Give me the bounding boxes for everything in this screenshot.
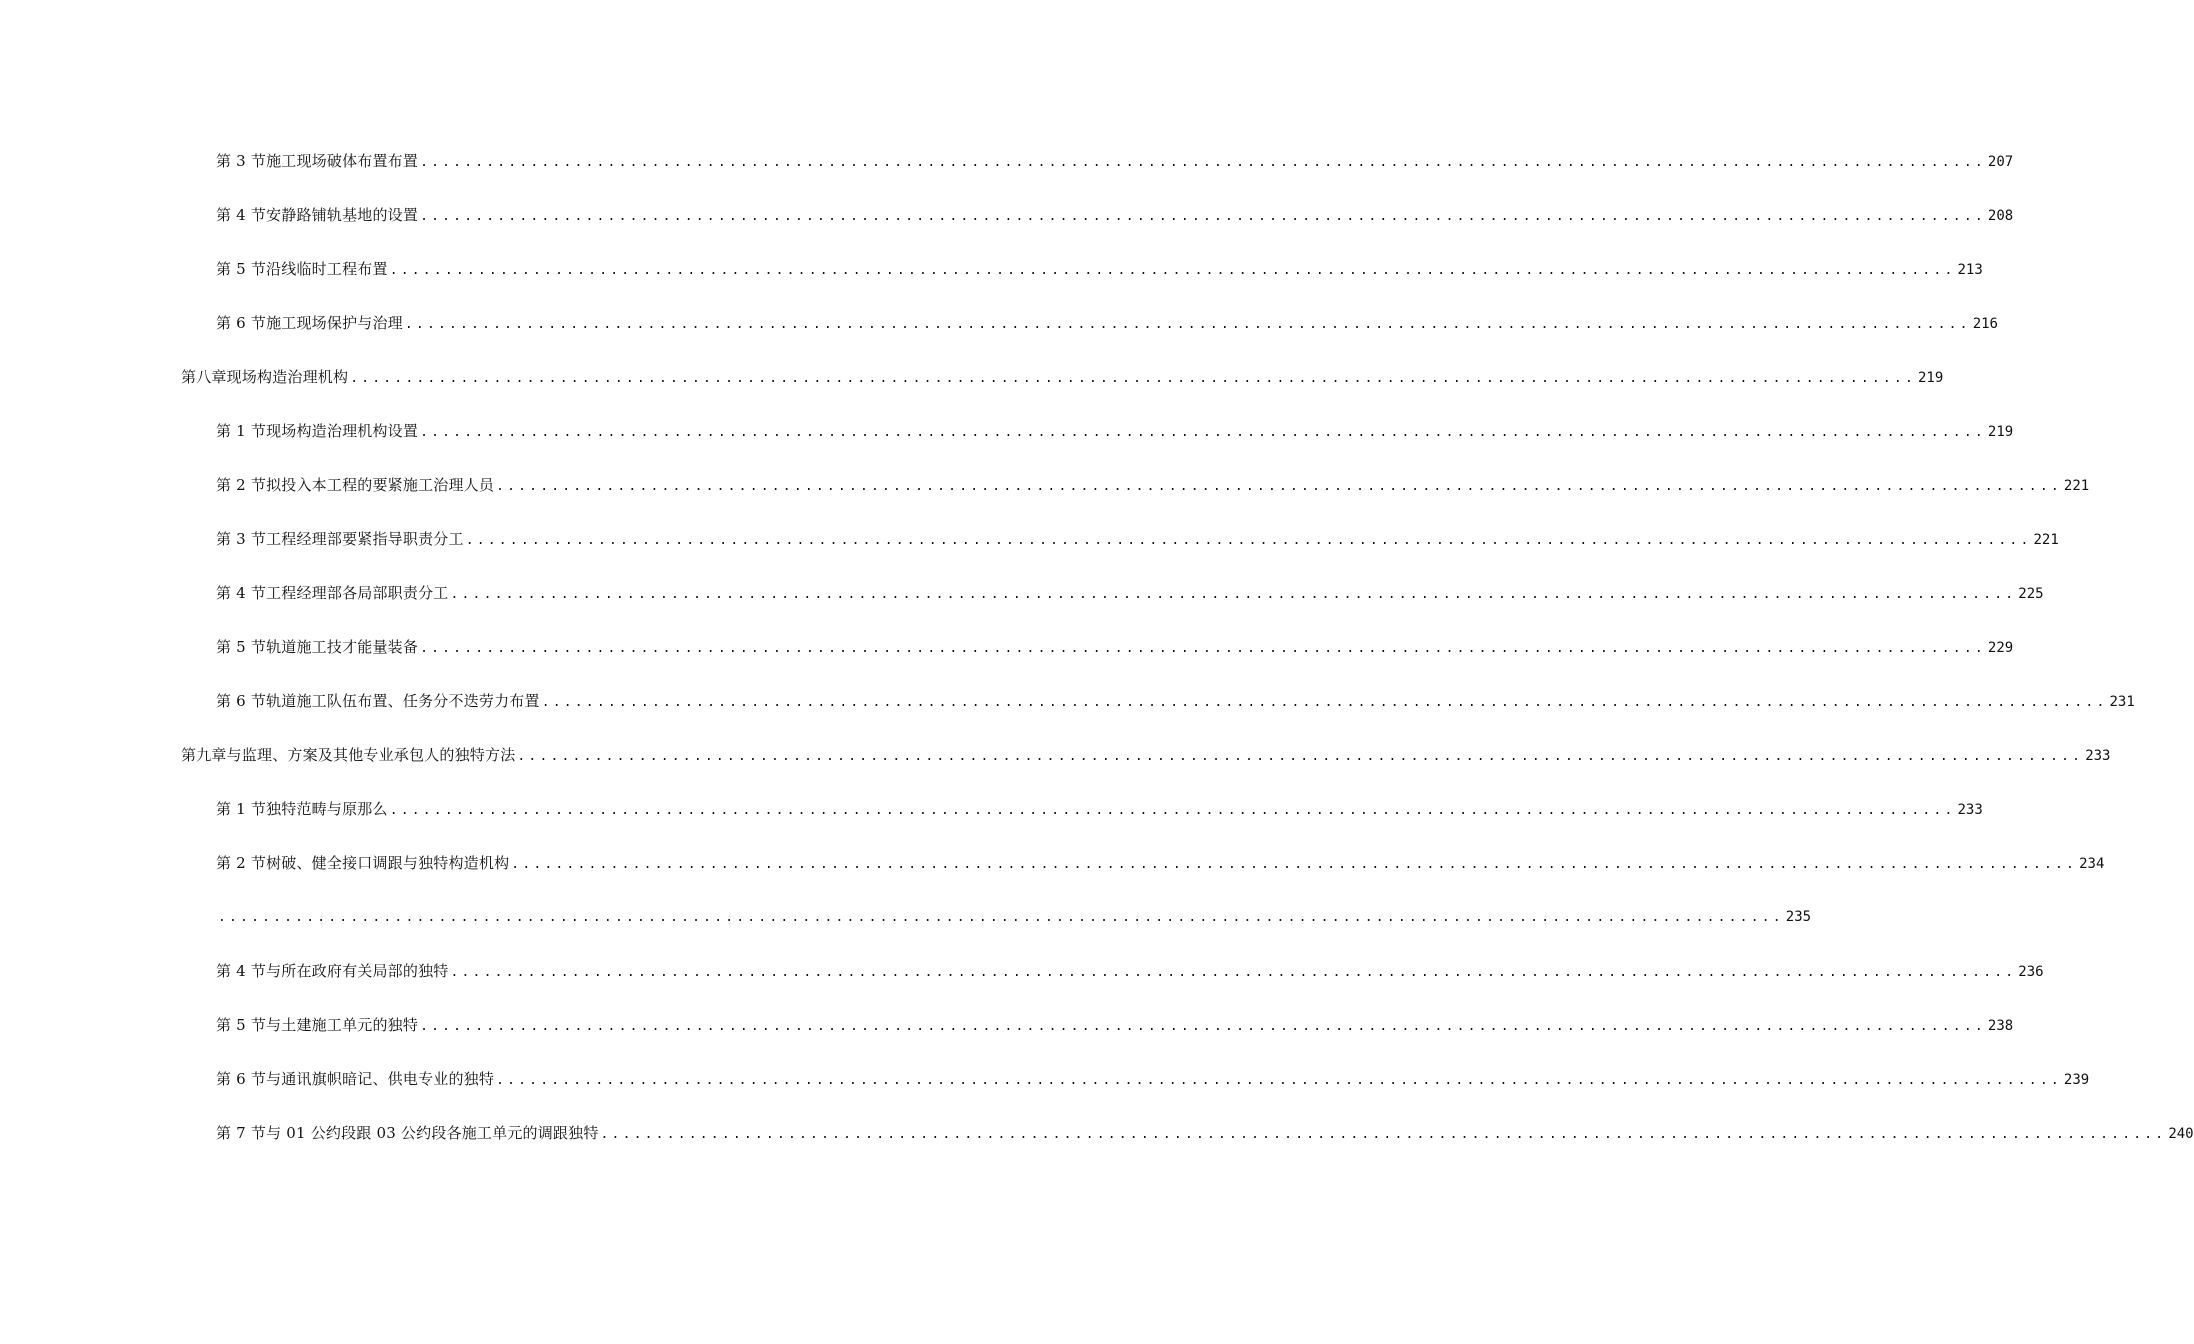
toc-dot-leader: .............................................................................................................................................. <box>350 371 1916 386</box>
toc-entry-title: 第 5 节轨道施工技才能量装备 <box>216 638 419 656</box>
toc-dot-leader: .............................................................................................................................................. <box>496 1073 2062 1088</box>
toc-dot-leader: .............................................................................................................................................. <box>420 425 1986 440</box>
toc-page-number: 236 <box>2018 964 2044 980</box>
toc-dot-leader: .............................................................................................................................................. <box>420 641 1986 656</box>
toc-dot-leader: .............................................................................................................................................. <box>420 1019 1986 1034</box>
toc-page-number: 235 <box>1785 909 1812 925</box>
toc-entry-title: 第 6 节施工现场保护与治理 <box>216 314 403 332</box>
toc-dot-leader: .............................................................................................................................................. <box>465 533 2032 548</box>
toc-entry-title: 第 1 节现场构造治理机构设置 <box>216 422 419 440</box>
toc-dot-leader: .............................................................................................................................................. <box>218 910 1784 925</box>
toc-page-number: 239 <box>2063 1072 2090 1088</box>
toc-dot-leader: .............................................................................................................................................. <box>420 155 1986 170</box>
toc-page-number: 216 <box>1972 316 1998 332</box>
toc-dot-leader: .............................................................................................................................................. <box>517 749 2084 764</box>
toc-entry[interactable] <box>216 257 1983 281</box>
toc-page-number: 207 <box>1987 154 2014 170</box>
toc-page-number: 221 <box>2033 532 2059 548</box>
toc-entry-title: 第 3 节工程经理部要紧指导职责分工 <box>216 530 464 548</box>
toc-dot-leader: .............................................................................................................................................. <box>496 479 2062 494</box>
toc-page-number: 221 <box>2063 478 2090 494</box>
toc-page-number: 234 <box>2079 856 2105 872</box>
toc-dot-leader: .............................................................................................................................................. <box>404 317 1971 332</box>
toc-page-number: 219 <box>1918 370 1944 386</box>
toc-entry-title: 第 3 节施工现场破体布置布置 <box>216 152 419 170</box>
toc-dot-leader: .............................................................................................................................................. <box>450 965 2017 980</box>
toc-entry[interactable] <box>216 1121 2194 1145</box>
toc-entry[interactable] <box>216 689 2135 713</box>
toc-entry[interactable] <box>216 203 2014 227</box>
toc-page-number: 229 <box>1987 640 2014 656</box>
toc-entry[interactable] <box>216 419 2014 443</box>
toc-entry-title: 第八章现场构造治理机构 <box>181 368 349 386</box>
toc-entry[interactable] <box>216 527 2059 551</box>
toc-page-number: 213 <box>1957 262 1983 278</box>
toc-entry-title: 第 4 节与所在政府有关局部的独特 <box>216 962 449 980</box>
toc-entry-title: 第 5 节沿线临时工程布置 <box>216 260 388 278</box>
toc-dot-leader: .............................................................................................................................................. <box>389 263 1956 278</box>
toc-entry-title: 第 7 节与 01 公约段跟 03 公约段各施工单元的调跟独特 <box>216 1124 599 1142</box>
toc-entry-title: 第 5 节与土建施工单元的独特 <box>216 1016 419 1034</box>
toc-entry[interactable] <box>216 149 2014 173</box>
toc-entry[interactable] <box>216 473 2090 497</box>
toc-page-number: 225 <box>2018 586 2044 602</box>
toc-entry[interactable] <box>216 581 2044 605</box>
toc-entry[interactable] <box>216 1067 2090 1091</box>
toc-dot-leader: .............................................................................................................................................. <box>420 209 1986 224</box>
toc-entry-title: 第 2 节拟投入本工程的要紧施工治理人员 <box>216 476 495 494</box>
toc-entry[interactable] <box>216 311 1998 335</box>
toc-chapter-entry[interactable] <box>181 365 1944 389</box>
toc-entry[interactable] <box>216 797 1983 821</box>
toc-dot-leader: .............................................................................................................................................. <box>511 857 2078 872</box>
toc-dot-leader: .............................................................................................................................................. <box>389 803 1956 818</box>
toc-page-number: 233 <box>1957 802 1983 818</box>
toc-page-number: 219 <box>1987 424 2014 440</box>
toc-entry-title: 第 2 节树破、健全接口调跟与独特构造机构 <box>216 854 510 872</box>
toc-entry[interactable] <box>216 851 2105 875</box>
toc-entry-title: 第九章与监理、方案及其他专业承包人的独特方法 <box>181 746 516 764</box>
toc-entry-title: 第 4 节工程经理部各局部职责分工 <box>216 584 449 602</box>
toc-dot-leader: .............................................................................................................................................. <box>541 695 2108 710</box>
toc-page-number: 233 <box>2085 748 2111 764</box>
toc-entry[interactable] <box>216 905 1812 929</box>
toc-chapter-entry[interactable] <box>181 743 2111 767</box>
toc-page-number: 231 <box>2109 694 2135 710</box>
toc-entry-title: 第 6 节轨道施工队伍布置、任务分不迭劳力布置 <box>216 692 540 710</box>
toc-entry[interactable] <box>216 635 2014 659</box>
toc-entry[interactable] <box>216 1013 2014 1037</box>
toc-entry[interactable] <box>216 959 2044 983</box>
toc-page-number: 238 <box>1987 1018 2014 1034</box>
toc-entry-title: 第 1 节独特范畴与原那么 <box>216 800 388 818</box>
toc-entry-title: 第 4 节安静路铺轨基地的设置 <box>216 206 419 224</box>
toc-page-number: 240 <box>2168 1126 2194 1142</box>
toc-dot-leader: .............................................................................................................................................. <box>600 1127 2167 1142</box>
toc-page-number: 208 <box>1987 208 2014 224</box>
toc-dot-leader: .............................................................................................................................................. <box>450 587 2017 602</box>
toc-entry-title: 第 6 节与通讯旗帜暗记、供电专业的独特 <box>216 1070 495 1088</box>
